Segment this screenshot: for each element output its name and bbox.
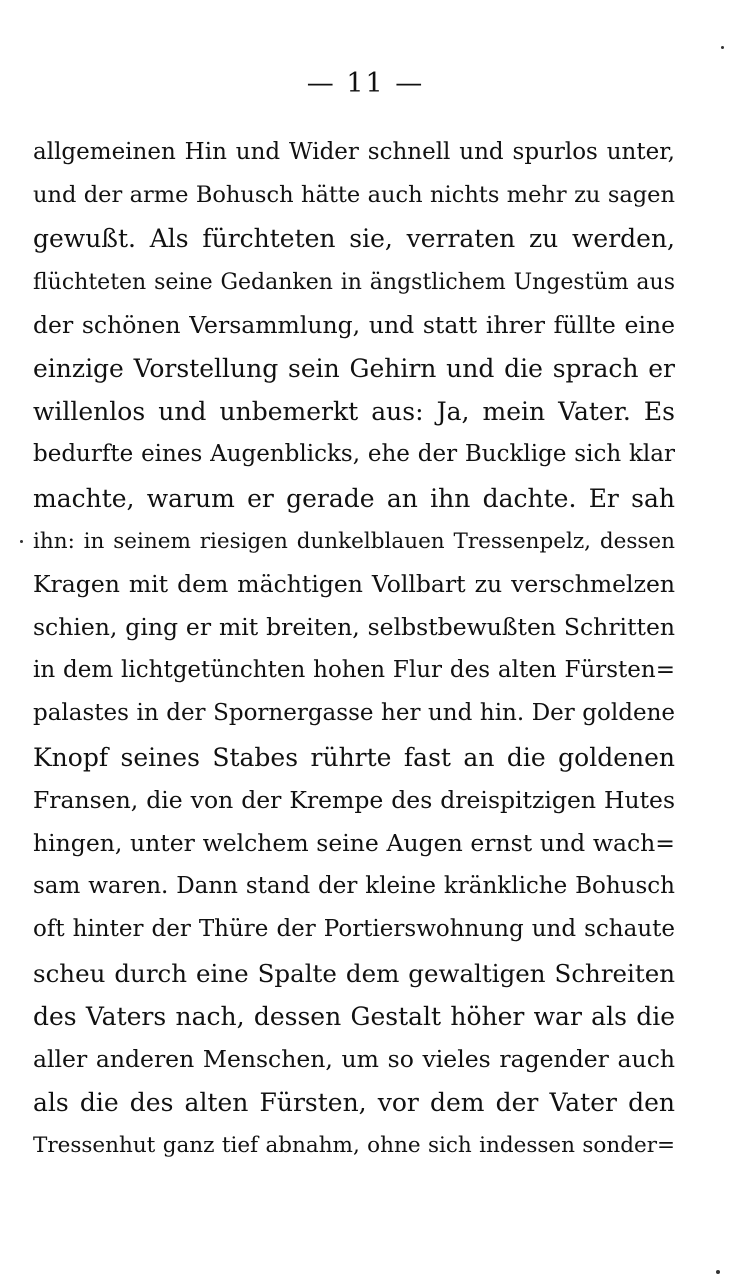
text-line: Fransen, die von der Krempe des dreispitzigen Hutes	[33, 785, 675, 814]
text-line: palastes in der Spornergasse her und hin. Der goldene	[33, 700, 675, 727]
text-line: des Vaters nach, dessen Gestalt höher war als die	[33, 1001, 675, 1031]
text-line: gewußt. Als fürchteten sie, verraten zu werden,	[33, 224, 675, 254]
page-number: — 11 —	[306, 68, 425, 99]
text-line: und der arme Bohusch hätte auch nichts mehr zu sagen	[33, 182, 675, 209]
text-line: Knopf seines Stabes rührte fast an die goldenen	[33, 742, 675, 772]
text-line: machte, warum er gerade an ihn dachte. Er sah	[33, 483, 675, 513]
scan-speck	[721, 46, 724, 49]
text-line: aller anderen Menschen, um so vieles ragender auch	[33, 1044, 675, 1073]
text-line: sam waren. Dann stand der kleine kränkliche Bohusch	[33, 873, 675, 900]
text-line: als die des alten Fürsten, vor dem der Vater den	[33, 1088, 675, 1118]
body-text	[33, 131, 675, 1168]
text-line: einzige Vorstellung sein Gehirn und die sprach er	[33, 353, 675, 383]
text-line: hingen, unter welchem seine Augen ernst und wach=	[33, 829, 675, 857]
text-line: scheu durch eine Spalte dem gewaltigen Schreiten	[33, 958, 675, 988]
text-line: Kragen mit dem mächtigen Vollbart zu verschmelzen	[33, 569, 675, 598]
scan-speck	[20, 540, 23, 543]
text-line: schien, ging er mit breiten, selbstbewußten Schritten	[33, 613, 675, 642]
text-line: ihn: in seinem riesigen dunkelblauen Tressenpelz, dessen	[33, 528, 675, 554]
text-line: in dem lichtgetünchten hohen Flur des alten Fürsten=	[33, 657, 675, 684]
text-line: willenlos und unbemerkt aus: Ja, mein Vater. Es	[33, 397, 675, 427]
scan-speck	[716, 1270, 720, 1274]
text-line: oft hinter der Thüre der Portierswohnung und schaute	[33, 916, 675, 943]
text-line: flüchteten seine Gedanken in ängstlichem Ungestüm aus	[33, 269, 675, 295]
text-line: allgemeinen Hin und Wider schnell und spurlos unter,	[33, 139, 675, 165]
text-line: der schönen Versammlung, und statt ihrer füllte eine	[33, 310, 675, 339]
text-line: Tressenhut ganz tief abnahm, ohne sich indessen sonder=	[33, 1133, 675, 1159]
text-line: bedurfte eines Augenblicks, ehe der Bucklige sich klar	[33, 441, 675, 468]
